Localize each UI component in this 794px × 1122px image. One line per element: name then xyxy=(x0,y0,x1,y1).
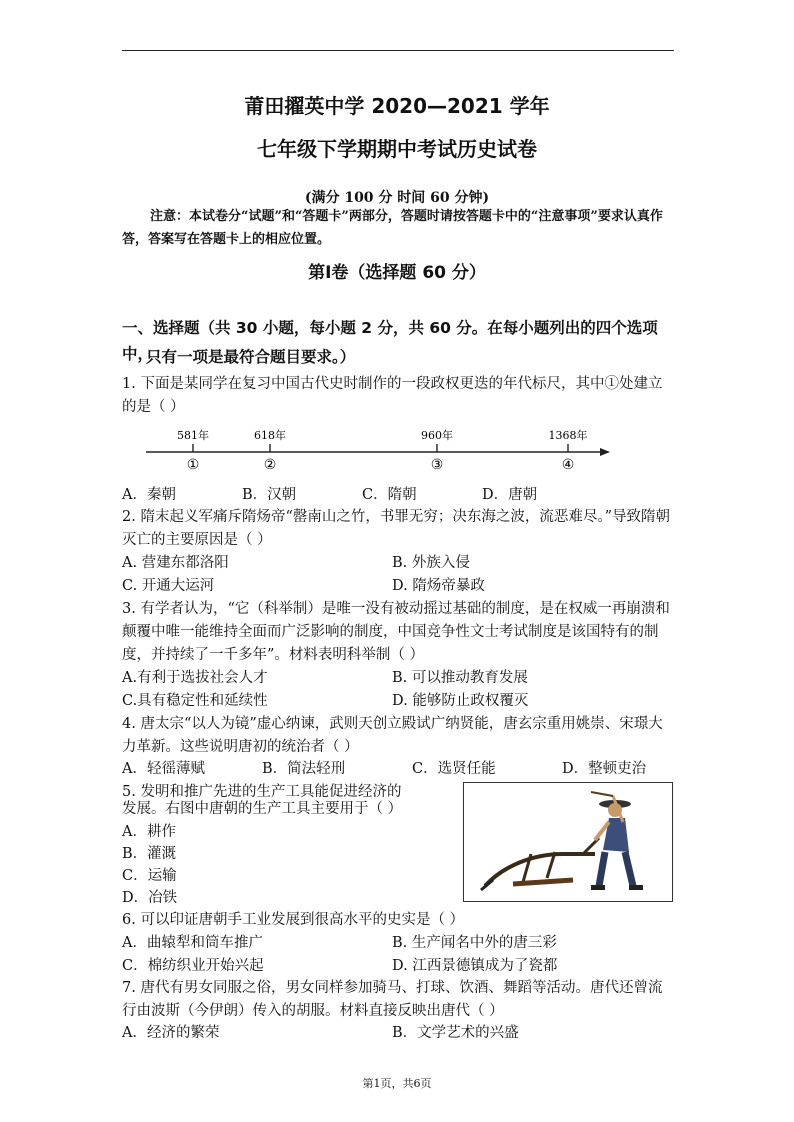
q3-option-b: B. 可以推动教育发展 xyxy=(392,670,528,686)
section-heading-line-1: 一、选择题（共 30 小题，每小题 2 分，共 60 分。在每小题列出的四个选项中， xyxy=(122,319,658,363)
q6-option-b: B. 生产闻名中外的唐三彩 xyxy=(392,935,557,951)
timeline-year-label: 960年 xyxy=(421,429,453,442)
question-5-stem-line-2: 发展。右图中唐朝的生产工具主要用于（ ） xyxy=(122,801,403,817)
part-title: 第Ⅰ卷（选择题 60 分） xyxy=(308,263,486,283)
q6-option-c: C．棉纺织业开始兴起 xyxy=(122,958,264,974)
question-3-stem: 3. 有学者认为，“它（科举制）是唯一没有被动摇过基础的制度，是在权威一再崩溃和颠覆中唯一能维持全面而广泛影响的制度，中国竞争性文士考试制度是该国特有的制度，并持续了一千多年”。材料表明科举制（ ） xyxy=(122,601,670,663)
section-heading-line-2: 只有一项是最符合题目要求。） xyxy=(146,348,356,366)
q2-option-a: A. 营建东都洛阳 xyxy=(122,555,229,571)
page-footer: 第1页，共6页 xyxy=(362,1077,432,1090)
q4-option-c: C．选贤任能 xyxy=(412,761,496,777)
timeline-tick-4 xyxy=(549,428,588,473)
q5-option-b: B．灌溉 xyxy=(122,846,177,862)
timeline-mark-label: ③ xyxy=(430,457,444,473)
timeline-tick-1 xyxy=(177,428,209,473)
q5-option-c: C．运输 xyxy=(122,868,177,884)
q3-option-a: A.有利于选拔社会人才 xyxy=(122,670,268,686)
timeline-mark-label: ① xyxy=(186,457,200,473)
q1-option-a: A．秦朝 xyxy=(122,487,176,503)
q4-option-b: B．简法轻刑 xyxy=(262,761,346,777)
question-7-stem: 7. 唐代有男女同服之俗，男女同样参加骑马、打球、饮酒、舞蹈等活动。唐代还曾流行由波斯（今伊朗）传入的胡服。材料直接反映出唐代（ ） xyxy=(122,980,663,1019)
question-6-stem: 6. 可以印证唐朝手工业发展到很高水平的史实是（ ） xyxy=(122,912,465,928)
notice: 注意：本试卷分“试题”和“答题卡”两部分，答题时请按答题卡中的“注意事项”要求认真作答，答案写在答题卡上的相应位置。 xyxy=(122,209,663,247)
q2-option-b: B. 外族入侵 xyxy=(392,555,470,571)
q3-option-c: C.具有稳定性和延续性 xyxy=(122,693,268,709)
q6-option-a: A．曲辕犁和筒车推广 xyxy=(122,935,263,951)
q5-option-d: D．冶铁 xyxy=(122,890,178,906)
q1-option-b: B．汉朝 xyxy=(242,487,297,503)
q7-option-b: B．文学艺术的兴盛 xyxy=(392,1025,519,1041)
q2-option-d: D. 隋炀帝暴政 xyxy=(392,578,485,594)
timeline-year-label: 618年 xyxy=(254,429,286,442)
q7-option-a: A．经济的繁荣 xyxy=(122,1025,220,1041)
timeline-arrow xyxy=(600,448,610,456)
q1-option-c: C．隋朝 xyxy=(362,487,417,503)
q5-option-a: A．耕作 xyxy=(122,824,176,840)
timeline-tick-2 xyxy=(254,428,286,473)
timeline-year-label: 581年 xyxy=(177,429,209,442)
q4-option-a: A．轻徭薄赋 xyxy=(122,761,205,777)
question-4-stem: 4. 唐太宗“以人为镜”虚心纳谏，武则天创立殿试广纳贤能，唐玄宗重用姚崇、宋璟大力革新。这些说明唐初的统治者（ ） xyxy=(122,716,663,755)
title-line-1: 莆田擢英中学 2020—2021 学年 xyxy=(244,94,550,118)
timeline-diagram xyxy=(140,424,615,476)
timeline-mark-label: ② xyxy=(263,457,277,473)
question-5-stem-line-1: 5. 发明和推广先进的生产工具能促进经济的 xyxy=(122,784,402,800)
question-2-stem: 2. 隋末起义军痛斥隋炀帝“罄南山之竹，书罪无穷；决东海之波，流恶难尽。”导致隋朝灭亡的主要原因是（ ） xyxy=(122,509,671,548)
timeline-tick-3 xyxy=(421,428,453,473)
title-line-2: 七年级下学期期中考试历史试卷 xyxy=(257,137,537,161)
q6-option-d: D. 江西景德镇成为了瓷都 xyxy=(392,958,558,974)
q3-option-d: D. 能够防止政权覆灭 xyxy=(392,693,529,709)
question-1-stem: 1. 下面是某同学在复习中国古代史时制作的一段政权更迭的年代标尺，其中①处建立的是（ ） xyxy=(122,376,663,415)
q1-option-d: D．唐朝 xyxy=(482,487,538,503)
header-rule xyxy=(122,50,674,51)
q4-option-d: D．整顿吏治 xyxy=(562,761,647,777)
plow-farmer-illustration xyxy=(463,782,673,902)
timeline-mark-label: ④ xyxy=(561,457,575,473)
timeline-year-label: 1368年 xyxy=(548,429,588,442)
q2-option-c: C. 开通大运河 xyxy=(122,578,215,594)
exam-info: (满分 100 分 时间 60 分钟) xyxy=(304,190,490,206)
